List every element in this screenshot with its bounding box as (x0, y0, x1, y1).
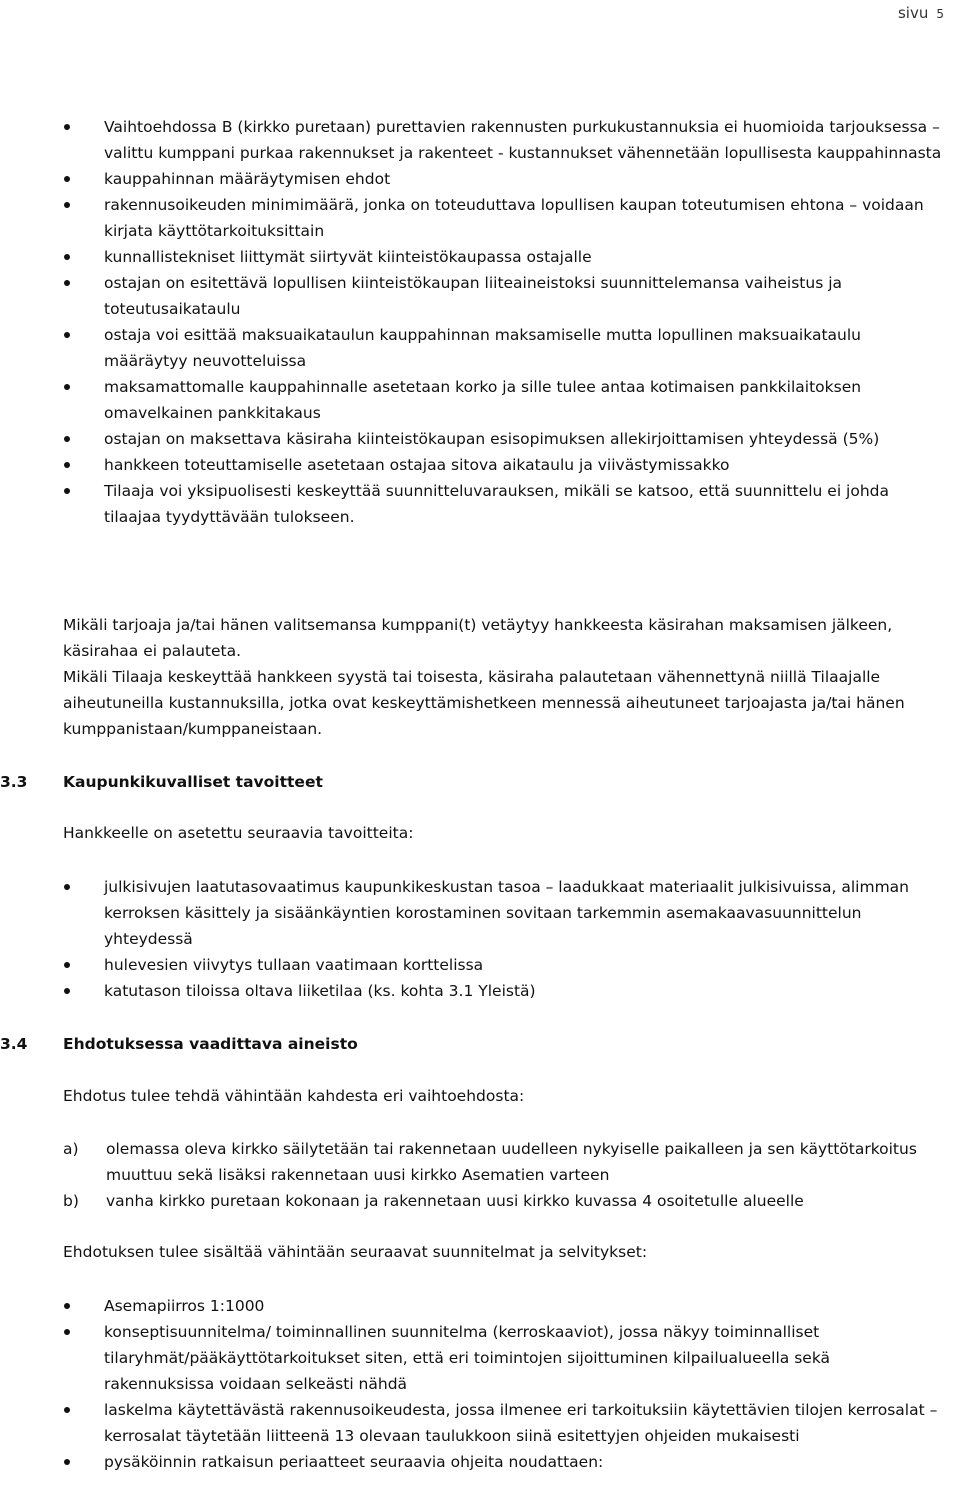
list-item: ostaja voi esittää maksuaikataulun kauppahinnan maksamiselle mutta lopullinen maksuaikataulu määräytyy neuvotteluissa (0, 322, 960, 374)
list-item: Asemapiirros 1:1000 (0, 1293, 960, 1319)
section-number: 3.3 (0, 773, 28, 791)
section-number: 3.4 (0, 1035, 28, 1053)
list-item: ostajan on maksettava käsiraha kiinteistökaupan esisopimuksen allekirjoittamisen yhteydessä (5%) (0, 426, 960, 452)
section-heading (0, 1031, 358, 1057)
page-header (898, 0, 944, 27)
bullet-icon (64, 884, 70, 890)
list-item: katutason tiloissa oltava liiketilaa (ks. kohta 3.1 Yleistä) (0, 978, 960, 1004)
list-item: rakennusoikeuden minimimäärä, jonka on toteuduttava lopullisen kaupan toteutumisen ehtona – voidaan kirjata käyttötarkoituksittain (0, 192, 960, 244)
bullet-icon (64, 1303, 70, 1309)
option-marker: b) (63, 1192, 79, 1210)
bullet-icon (64, 988, 70, 994)
bullet-icon (64, 1407, 70, 1413)
list-item: konseptisuunnitelma/ toiminnallinen suunnitelma (kerroskaaviot), jossa näkyy toiminnalliset tilaryhmät/pääkäyttötarkoitukset siten, että eri toimintojen sijoittuminen kilpailualueella sekä rakennuksissa voidaan selkeästi nähdä (0, 1319, 960, 1397)
page-number: 5 (936, 7, 944, 21)
bullet-icon (64, 436, 70, 442)
section-intro: Ehdotus tulee tehdä vähintään kahdesta eri vaihtoehdosta: (63, 1087, 525, 1105)
bullet-icon (64, 202, 70, 208)
list-item: pysäköinnin ratkaisun periaatteet seuraavia ohjeita noudattaen: (0, 1449, 960, 1475)
section-title: Ehdotuksessa vaadittava aineisto (63, 1035, 358, 1053)
bullet-icon (64, 962, 70, 968)
bullet-icon (64, 462, 70, 468)
deliverables-list (0, 1293, 960, 1475)
option-marker: a) (63, 1140, 79, 1158)
list-item: hulevesien viivytys tullaan vaatimaan korttelissa (0, 952, 960, 978)
section-title: Kaupunkikuvalliset tavoitteet (63, 773, 323, 791)
section-heading (0, 769, 323, 795)
bullet-icon (64, 332, 70, 338)
goals-list (0, 874, 960, 1004)
list-item: hankkeen toteuttamiselle asetetaan ostajaa sitova aikataulu ja viivästymissakko (0, 452, 960, 478)
list-item: kunnallistekniset liittymät siirtyvät kiinteistökaupassa ostajalle (0, 244, 960, 270)
list-item: julkisivujen laatutasovaatimus kaupunkikeskustan tasoa – laadukkaat materiaalit julkisivuissa, alimman kerroksen käsittely ja sisäänkäyntien korostaminen sovitaan tarkemmin asemakaavasuunnittelun yhteydessä (0, 874, 960, 952)
list-item: maksamattomalle kauppahinnalle asetetaan korko ja sille tulee antaa kotimaisen pankkilaitoksen omavelkainen pankkitakaus (0, 374, 960, 426)
options-list (0, 1136, 960, 1214)
list-item: Tilaaja voi yksipuolisesti keskeyttää suunnitteluvarauksen, mikäli se katsoo, että suunnittelu ei johda tilaajaa tyydyttävään tulokseen. (0, 478, 960, 530)
bullet-icon (64, 384, 70, 390)
bullet-icon (64, 488, 70, 494)
bullet-icon (64, 280, 70, 286)
conditions-list (0, 114, 960, 530)
section-intro: Ehdotuksen tulee sisältää vähintään seuraavat suunnitelmat ja selvitykset: (63, 1243, 648, 1261)
page-label: sivu (897, 4, 929, 22)
list-item: a) olemassa oleva kirkko säilytetään tai rakennetaan uudelleen nykyiselle paikalleen ja sen käyttötarkoitus muuttuu sekä lisäksi rakennetaan uusi kirkko Asematien varteen (0, 1136, 960, 1188)
list-item: Vaihtoehdossa B (kirkko puretaan) purettavien rakennusten purkukustannuksia ei huomioida tarjouksessa – valittu kumppani purkaa rakennukset ja rakenteet - kustannukset vähennetään lopullisesta kauppahinnasta (0, 114, 960, 166)
list-item: laskelma käytettävästä rakennusoikeudesta, jossa ilmenee eri tarkoituksiin käytettävien tilojen kerrosalat – kerrosalat täytetään liitteenä 13 olevaan taulukkoon siinä esitettyjen ohjeiden mukaisesti (0, 1397, 960, 1449)
list-item: kauppahinnan määräytymisen ehdot (0, 166, 960, 192)
bullet-icon (64, 176, 70, 182)
bullet-icon (64, 1329, 70, 1335)
bullet-icon (64, 124, 70, 130)
list-item: b) vanha kirkko puretaan kokonaan ja rakennetaan uusi kirkko kuvassa 4 osoitetulle alueelle (0, 1188, 960, 1214)
list-item: ostajan on esitettävä lopullisen kiinteistökaupan liiteaineistoksi suunnittelemansa vaiheistus ja toteutusaikataulu (0, 270, 960, 322)
section-intro: Hankkeelle on asetettu seuraavia tavoitteita: (63, 824, 414, 842)
paragraph: Mikäli Tilaaja keskeyttää hankkeen syystä tai toisesta, käsiraha palautetaan vähennettynä niillä Tilaajalle aiheutuneilla kustannuksilla, jotka ovat keskeyttämishetkeen mennessä aiheutuneet tarjoajasta ja/tai hänen kumppanistaan/kumppaneistaan. (63, 668, 905, 738)
bullet-icon (64, 1459, 70, 1465)
bullet-icon (64, 254, 70, 260)
paragraph: Mikäli tarjoaja ja/tai hänen valitsemansa kumppani(t) vetäytyy hankkeesta käsirahan maksamisen jälkeen, käsirahaa ei palauteta. (63, 616, 893, 660)
